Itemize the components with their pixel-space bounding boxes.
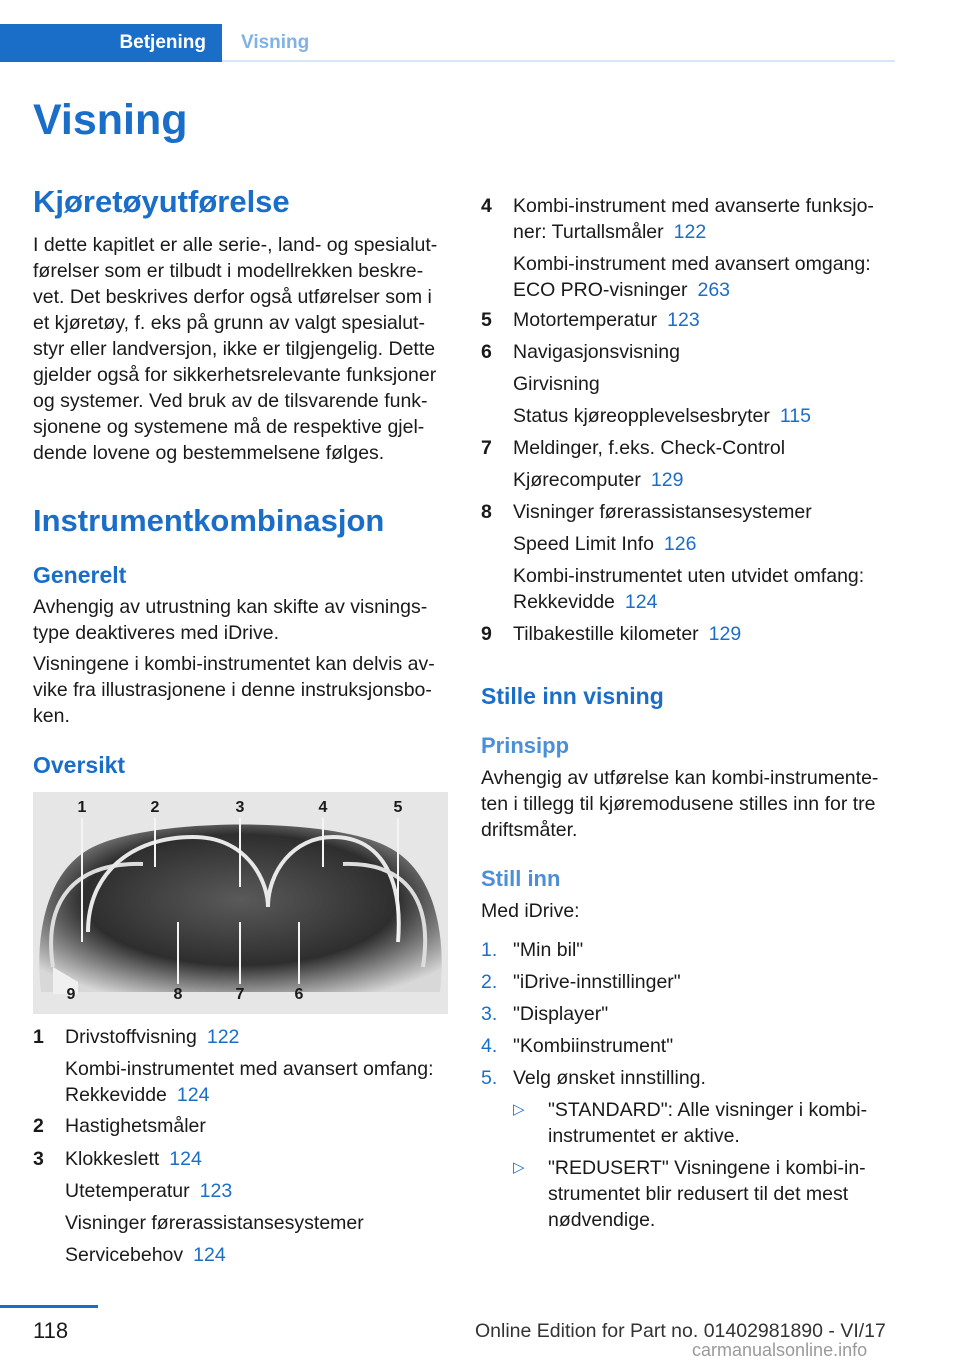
page-title: Visning [33,96,188,144]
list-item-9: 9 Tilbakestille kilometer 129 [481,623,742,645]
diagram-label-8: 8 [173,986,183,1003]
generelt-paragraph-2 [33,651,453,729]
page-ref-link[interactable]: 124 [169,1148,202,1170]
list-item-7: 7 Meldinger, f.eks. Check-Control Kjørecomputer 129 [481,437,786,491]
list-item-8: 8 Visninger førerassistansesystemer Speed Limit Info 126 Kombi-instrumentet uten utvidet omfang: Rekkevidde 124 [481,501,865,613]
page-ref-link[interactable]: 115 [779,405,811,427]
heading-prinsipp: Prinsipp [481,733,570,758]
list-item-4: 4 Kombi-instrument med avanserte funksjo- ner: Turtallsmåler 122 Kombi-instrument med avansert omgang: ECO PRO-visninger 263 [481,195,874,301]
edition-text: Online Edition for Part no. 01402981890 - VI/17 [475,1320,886,1342]
text-line: førelser som er tilbudt i modellrekken beskre- [33,260,424,282]
list-item-5: 5 Motortemperatur 123 [481,309,700,331]
bullet-item-standard: ▷ "STANDARD": Alle visninger i kombi- instrumentet er aktive. [513,1099,868,1147]
triangle-bullet-icon: ▷ [513,1159,525,1176]
text-line: Avhengig av utførelse kan kombi-instrumente- [481,767,879,789]
diagram-label-2: 2 [150,799,160,816]
text-line: Avhengig av utrustning kan skifte av visnings- [33,596,428,618]
page-ref-link[interactable]: 124 [624,591,658,613]
page-ref-link[interactable]: 263 [697,279,731,301]
text-line: gjelder også for sikkerhetsrelevante funksjoner [33,364,437,386]
page-ref-link[interactable]: 129 [708,623,742,645]
instrument-cluster-diagram [33,792,448,1014]
heading-kjoretoyutforelse: Kjøretøyutførelse [33,184,290,219]
page-ref-link[interactable]: 124 [176,1084,210,1106]
triangle-bullet-icon: ▷ [513,1101,525,1118]
step-item: 5. Velg ønsket innstilling. [481,1067,706,1089]
diagram-label-6: 6 [294,986,304,1003]
text-line: sjonene og systemene må de respektive gjel- [33,416,425,438]
page-ref-link[interactable]: 122 [206,1026,240,1048]
step-item: 4. "Kombiinstrument" [481,1035,674,1057]
kjoretoy-paragraph [33,232,453,466]
page-number: 118 [33,1318,69,1343]
text-line: dende lovene og bestemmelsene følges. [33,442,385,464]
tab-visning[interactable]: Visning [241,32,310,53]
diagram-label-4: 4 [318,799,328,816]
footer-rule [0,1305,98,1308]
page-ref-link[interactable]: 122 [673,221,707,243]
heading-generelt: Generelt [33,562,127,588]
text-line: type deaktiveres med iDrive. [33,622,280,644]
step-item: 3. "Displayer" [481,1003,609,1025]
heading-still-inn: Still inn [481,866,561,891]
header-divider [222,60,895,62]
text-line: vike fra illustrasjonene i denne instruksjonsbo- [33,679,432,701]
text-line: Visningene i kombi-instrumentet kan delvis av- [33,653,435,675]
diagram-label-1: 1 [77,799,87,816]
text-line: og systemer. Ved bruk av de tilsvarende funk- [33,390,428,412]
list-item-3: 3 Klokkeslett 124 Utetemperatur 123 Visninger førerassistansesystemer Servicebehov 124 [33,1148,364,1266]
page-ref-link[interactable]: 126 [663,533,697,555]
watermark: carmanualsonline.info [692,1340,868,1360]
heading-instrumentkombinasjon: Instrumentkombinasjon [33,503,385,538]
text-line: et kjøretøy, f. eks på grunn av valgt spesialut- [33,312,425,334]
generelt-paragraph-1 [33,594,453,646]
diagram-label-3: 3 [235,799,245,816]
step-item: 1. "Min bil" [481,939,584,961]
page-ref-link[interactable]: 123 [667,309,700,331]
diagram-label-7: 7 [235,986,245,1003]
page-ref-link[interactable]: 123 [199,1180,233,1202]
diagram-label-9: 9 [66,986,76,1003]
text-line: ken. [33,705,70,727]
list-item-1: 1 Drivstoffvisning 122 Kombi-instrumentet med avansert omfang: Rekkevidde 124 [33,1026,434,1106]
header-tabs [0,0,895,62]
heading-stille-inn-visning: Stille inn visning [481,683,664,709]
text-line: styr eller landversjon, ikke er tilgjengelig. Dette [33,338,436,360]
text-line: driftsmåter. [481,819,578,841]
page-ref-link[interactable]: 129 [650,469,684,491]
text-line: vet. Det beskrives derfor også utførelser som i [33,286,432,308]
diagram-label-5: 5 [393,799,403,816]
heading-oversikt: Oversikt [33,752,126,778]
med-idrive-text: Med iDrive: [481,900,580,922]
step-item: 2. "iDrive-innstillinger" [481,971,681,993]
list-item-2: 2 Hastighetsmåler [33,1115,206,1137]
list-item-6: 6 Navigasjonsvisning Girvisning Status kjøreopplevelsesbryter 115 [481,341,811,427]
bullet-item-redusert: ▷ "REDUSERT" Visningene i kombi-in- strumentet blir redusert til det mest nødvendige. [513,1157,866,1231]
text-line: I dette kapitlet er alle serie-, land- og spesialut- [33,234,438,256]
tab-betjening[interactable]: Betjening [0,24,222,62]
page-ref-link[interactable]: 124 [193,1244,226,1266]
text-line: ten i tillegg til kjøremodusene stilles inn for tre [481,793,876,815]
prinsipp-paragraph [481,765,901,843]
